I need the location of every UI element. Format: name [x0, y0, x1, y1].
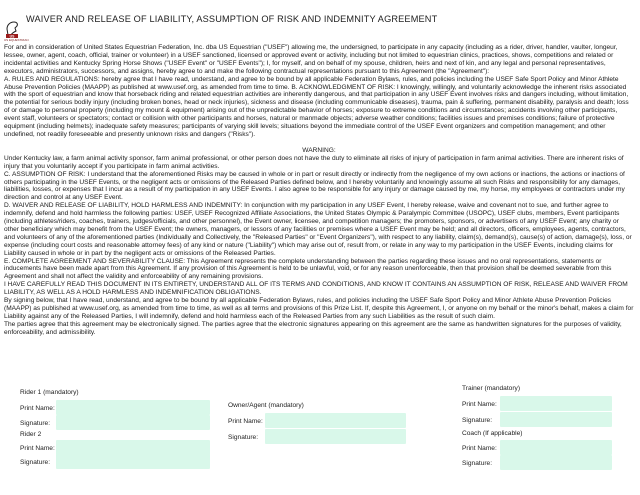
rider1-signature-input[interactable] [56, 415, 210, 430]
signature-section [0, 385, 640, 495]
section-a-paragraph: A. RULES AND REGULATIONS: hereby agree that I have read, understand, and agree to be bound by all applicable Federation Bylaws, rules, and policies including the USEF Safe Sport Policy and Minor Athlete Abuse Prevention Policies (MAAPP) as published at www.usef.org, as amended from time to time. B. ACKNOWLEDGMENT OF RISK: I knowingly, willingly, and voluntarily acknowledge the inherent risks associated with the sport of equestrian and know that horseback riding and related equestrian activities are inherently dangerous, and that participation in any USEF Event involves risks and dangers including, without limitation, the potential for serious bodily injury (including broken bones, head or neck injuries), sickness and disease (including communicable diseases), trauma, pain & suffering, permanent disability, paralysis and death; loss of or damage to personal property (including my mount & equipment) arising out of the unpredictable behavior of horses; exposure to extreme conditions and circumstances; accidents involving other participants, event staff, volunteers or spectators; contact or collision with other participants and horses, natural or manmade objects; adverse weather conditions; facilities issues and premises conditions; failure of protective equipment (including helmets); inadequate safety measures; participants of varying skill levels; situations beyond the immediate control of the USEF Event organizers and competition management; and other undefined, not readily foreseeable and presently unknown risks and dangers ("Risks"). [4, 75, 629, 138]
trainer-heading: Trainer (mandatory) [462, 385, 521, 392]
owner-print-name-input[interactable] [265, 413, 406, 428]
coach-signature-label: Signature: [462, 460, 493, 467]
trainer-signature-input[interactable] [500, 412, 612, 427]
electronic-signature-paragraph: The parties agree that this agreement may be electronically signed. The parties agree that the electronic signatures appearing on this agreement are the same as handwritten signatures for the purposes of validity, enforceability, and admissibility. [4, 320, 622, 336]
signing-below-paragraph: By signing below, that I have read, understand, and agree to be bound by all applicable Federation Bylaws, rules, and policies including the USEF Safe Sport Policy and Minor Athlete Abuse Prevention Policies (MAAPP) as published at www.usef.org, as amended from time to time, as well as all terms and provisions of this Prize List. If, despite this Agreement, I, or anyone on my behalf or the minor's behalf, makes a claim for Liability against any of the Released Parties, I will indemnify, defend and hold harmless each of the Released Parties from any such Liabilities as the result of such claim. [4, 297, 634, 320]
intro-paragraph: For and in consideration of United States Equestrian Federation, Inc. dba US Equestrian ("USEF") allowing me, the undersigned, to participate in any capacity (including as a rider, driver, handler, vaulter, longeur, lessee, owner, agent, coach, official, trainer or volunteer) in a USEF sanctioned, licensed or approved event or activity, including but not limited to equestrian clinics, practices, shows, competitions and related or incidental activities and Kentucky Spring Horse Shows ("USEF Event" or "USEF Events"); I, for myself, and on behalf of my spouse, children, heirs and next of kin, and any legal and personal representatives, executors, administrators, successors, and assigns, hereby agree to and make the following contractual representations pursuant to this Agreement (the "Agreement"): [4, 44, 618, 75]
owner-print-label: Print Name: [228, 418, 263, 425]
trainer-print-name-input[interactable] [500, 396, 612, 411]
coach-print-name-input[interactable] [500, 440, 612, 455]
rider1-print-name-input[interactable] [56, 400, 210, 415]
rider1-heading: Rider 1 (mandatory) [20, 389, 79, 396]
rider2-heading: Rider 2 [20, 431, 42, 438]
trainer-print-label: Print Name: [462, 401, 497, 408]
agreement-body [4, 44, 634, 337]
rider2-print-label: Print Name: [20, 445, 55, 452]
section-e-paragraph: E. COMPLETE AGREEMENT AND SEVERABILITY CLAUSE: This Agreement represents the complete understanding between the parties regarding these issues and no oral representations, statements or inducements have been made apart from this Agreement. If any provision of this Agreement is held to be unlawful, void, or for any reason unenforceable, then that provision shall be deemed severable from this Agreement and shall not affect the validity and enforceability of any remaining provisions. [4, 257, 612, 281]
rider1-signature-label: Signature: [20, 420, 51, 427]
trainer-signature-label: Signature: [462, 417, 493, 424]
owner-signature-input[interactable] [265, 429, 406, 444]
document-header [4, 2, 636, 42]
svg-text:US: US [9, 34, 15, 39]
page-title: WAIVER AND RELEASE OF LIABILITY, ASSUMPTION OF RISK AND INDEMNITY AGREEMENT [26, 14, 438, 24]
section-d-paragraph: D. WAIVER AND RELEASE OF LIABILITY, HOLD HARMLESS AND INDEMNITY: In conjunction with my participation in any USEF Event, I hereby release, waive and covenant not to sue, and further agree to indemnify, defend and hold harmless the following parties: USEF, USEF Recognized Affiliate Associations, the United States Olympic & Paralympic Committee (USOPC), USEF clubs, members, Event participants (including athletes/riders, coaches, trainers, judges/officials, and other personnel), the Event owner, licensee, and competition managers; the promoters, sponsors, or advertisers of any USEF Event; any charity or other beneficiary which may benefit from the USEF Event; the owners, managers, or lessors of any facilities or premises where a USEF Event may be held; and all directors, officers, employees, agents, contractors, and volunteers of any of the aforementioned parties (Individually and Collectively, the "Released Parties" or "Event Organizers"), with respect to any liability, claim(s), demand(s), cause(s) of action, damage(s), loss, or expense (including court costs and reasonable attorney fees) of any kind or nature ("Liability") which may arise out of, result from, or relate in any way to my participation in the USEF Events, including claims for Liability caused in whole or in part by the negligent acts or omissions of the Released Parties. [4, 202, 632, 257]
rider2-print-name-input[interactable] [56, 440, 210, 455]
rider2-signature-label: Signature: [20, 459, 51, 466]
section-c-paragraph: C. ASSUMPTION OF RISK: I understand that the aforementioned Risks may be caused in whole or in part or result directly or indirectly from the negligence of my own actions or inactions, the actions or inactions of others participating in the USEF Events, or the negligent acts or omissions of the Released Parties defined below, and I hereby voluntarily and knowingly assume all such Risks and responsibility for any damages, liabilities, losses, or expenses that I incur as a result of my participation in any USEF Events. I also agree to be responsible for any injury or damage caused by me, my horse, my employees or contractors under my direction and control at any USEF Event. [4, 170, 625, 202]
owner-signature-label: Signature: [228, 434, 259, 441]
rider2-signature-input[interactable] [56, 454, 210, 469]
rider1-print-label: Print Name: [20, 405, 55, 412]
owner-heading: Owner/Agent (mandatory) [228, 402, 304, 409]
coach-signature-input[interactable] [500, 455, 612, 470]
us-equestrian-logo-icon [4, 20, 20, 40]
coach-heading: Coach (If applicable) [462, 430, 523, 437]
logo-caption: US EQUESTRIAN [4, 38, 29, 42]
warning-paragraph: Under Kentucky law, a farm animal activity sponsor, farm animal professional, or other person does not have the duty to eliminate all risks of injury of participation in farm animal activities. There are inherent risks of injury that you voluntarily accept if you participate in farm animal activities. [4, 154, 624, 170]
warning-heading: WARNING: [302, 146, 336, 154]
have-read-paragraph: I HAVE CAREFULLY READ THIS DOCUMENT IN ITS ENTIRETY, UNDERSTAND ALL OF ITS TERMS AND CONDITIONS, AND KNOW IT CONTAINS AN ASSUMPTION OF RISK, RELEASE AND WAIVER FROM LIABILITY, AS WELL AS A HOLD HARMLESS AND INDEMNIFICATION OBLIGATIONS. [4, 281, 628, 297]
coach-print-label: Print Name: [462, 445, 497, 452]
